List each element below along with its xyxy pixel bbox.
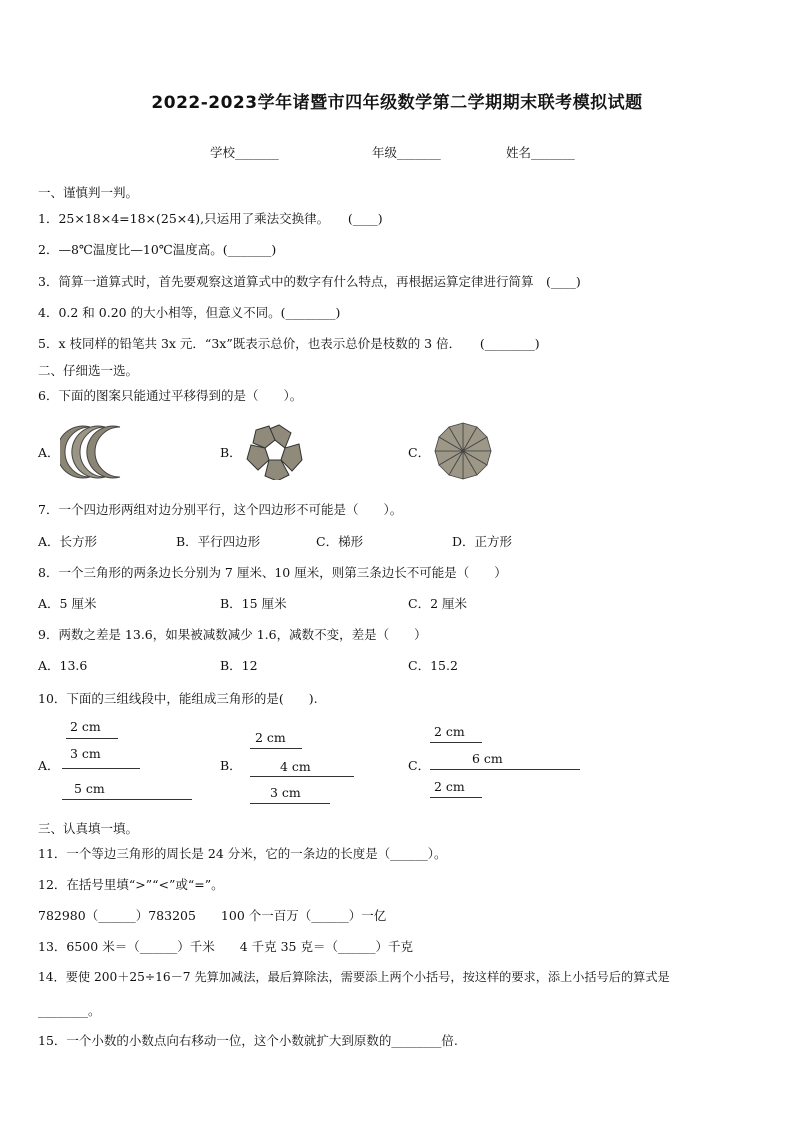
question-13: 13．6500 米＝（______）千米 4 千克 35 克＝（______）千克 xyxy=(38,939,413,954)
q9-option-c: C．15.2 xyxy=(408,658,458,673)
question-15: 15．一个小数的小数点向右移动一位，这个小数就扩大到原数的________倍. xyxy=(38,1033,458,1048)
question-1: 1．25×18×4=18×(25×4),只运用了乘法交换律。 (____) xyxy=(38,211,383,226)
question-12: 12．在括号里填“>”“<”或“=”。 xyxy=(38,877,224,892)
segment-line xyxy=(430,797,482,798)
q9-option-b: B．12 xyxy=(220,658,258,673)
question-7: 7．一个四边形两组对边分别平行，这个四边形不可能是（ ）。 xyxy=(38,502,403,517)
question-8: 8．一个三角形的两条边长分别为 7 厘米、10 厘米，则第三条边长不可能是（ ） xyxy=(38,565,507,580)
q8-option-b: B．15 厘米 xyxy=(220,596,287,611)
crescents-figure xyxy=(60,424,132,480)
segment-label: 3 cm xyxy=(70,746,101,761)
grade-field: 年级_______ xyxy=(372,145,441,160)
q8-option-c: C．2 厘米 xyxy=(408,596,467,611)
section3-heading: 三、认真填一填。 xyxy=(38,821,139,836)
section2-heading: 二、仔细选一选。 xyxy=(38,363,139,378)
school-field: 学校_______ xyxy=(210,145,279,160)
segment-label: 2 cm xyxy=(434,779,465,794)
q10-option-b: B． xyxy=(220,758,242,773)
q6-option-a: A． xyxy=(38,445,60,460)
question-3: 3．简算一道算式时，首先要观察这道算式中的数字有什么特点，再根据运算定律进行简算 (____) xyxy=(38,274,581,289)
question-14-answer: ________。 xyxy=(38,1003,101,1018)
segment-line xyxy=(430,769,580,770)
q10-option-a: A． xyxy=(38,758,60,773)
segment-line xyxy=(250,776,354,777)
question-2: 2．—8℃温度比—10℃温度高。(_______) xyxy=(38,242,277,257)
segment-label: 6 cm xyxy=(472,751,503,766)
pentagon-figure xyxy=(244,420,306,480)
segment-label: 2 cm xyxy=(434,724,465,739)
q6-option-b: B． xyxy=(220,445,242,460)
segment-line xyxy=(66,738,118,739)
question-9: 9．两数之差是 13.6，如果被减数减少 1.6，减数不变，差是（ ） xyxy=(38,627,427,642)
question-12-comparisons: 782980（______）783205 100 个一百万（______）一亿 xyxy=(38,908,387,923)
segment-label: 2 cm xyxy=(255,730,286,745)
q10-option-c: C． xyxy=(408,758,431,773)
q7-option-a: A．长方形 xyxy=(38,534,98,549)
segment-line xyxy=(430,742,482,743)
question-10: 10．下面的三组线段中，能组成三角形的是( ). xyxy=(38,691,318,706)
segment-line xyxy=(62,768,140,769)
segment-label: 4 cm xyxy=(280,759,311,774)
q9-option-a: A．13.6 xyxy=(38,658,88,673)
segment-label: 3 cm xyxy=(270,785,301,800)
question-6: 6．下面的图案只能通过平移得到的是（ ）。 xyxy=(38,388,303,403)
q7-option-c: C．梯形 xyxy=(316,534,364,549)
segment-label: 5 cm xyxy=(74,781,105,796)
segment-line xyxy=(62,799,192,800)
name-field: 姓名_______ xyxy=(506,145,575,160)
question-14: 14．要使 200＋25÷16－7 先算加减法，最后算除法，需要添上两个小括号，按这样的要求，添上小括号后的算式是 xyxy=(38,970,670,984)
segment-line xyxy=(250,803,330,804)
question-11: 11．一个等边三角形的周长是 24 分米，它的一条边的长度是（______）。 xyxy=(38,846,447,861)
q7-option-d: D．正方形 xyxy=(452,534,513,549)
q8-option-a: A．5 厘米 xyxy=(38,596,97,611)
segment-label: 2 cm xyxy=(70,719,101,734)
segment-line xyxy=(250,748,302,749)
q7-option-b: B．平行四边形 xyxy=(176,534,261,549)
q6-option-c: C． xyxy=(408,445,431,460)
question-5: 5．x 枝同样的铅笔共 3x 元．“3x”既表示总价，也表示总价是枝数的 3 倍． (________) xyxy=(38,336,540,351)
page-title: 2022-2023学年诸暨市四年级数学第二学期期末联考模拟试题 xyxy=(151,93,643,113)
question-4: 4．0.2 和 0.20 的大小相等，但意义不同。(________) xyxy=(38,305,341,320)
section1-heading: 一、谨慎判一判。 xyxy=(38,185,139,200)
pinwheel-figure xyxy=(432,420,494,482)
